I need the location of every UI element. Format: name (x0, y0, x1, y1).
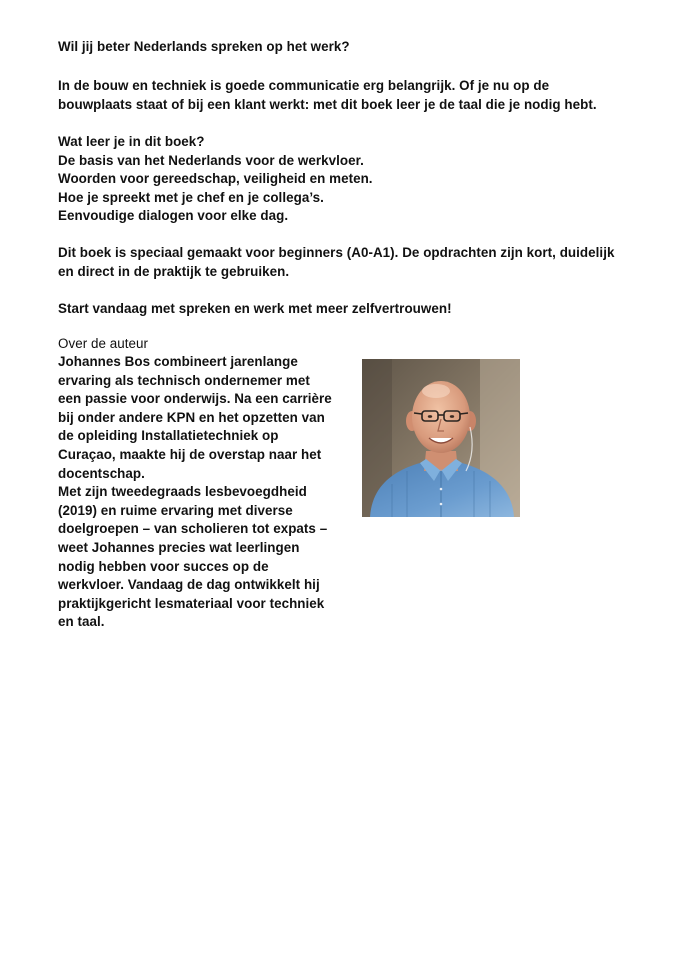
audience-line: en direct in de praktijk te gebruiken. (58, 263, 290, 279)
author-section-title (58, 335, 148, 354)
author-title: Over de auteur (58, 336, 149, 351)
bio-line: een passie voor onderwijs. Na een carrière (58, 391, 332, 407)
bio-line: de opleiding Installatietechniek op (58, 428, 279, 444)
bio-line: Curaçao, maakte hij de overstap naar het (58, 446, 322, 462)
cta-line: Start vandaag met spreken en werk met meer zelfvertrouwen! (58, 301, 452, 316)
bio-line: Met zijn tweedegraads lesbevoegdheid (58, 484, 307, 500)
bio-line: Johannes Bos combineert jarenlange (58, 354, 298, 369)
audience-line: Dit boek is speciaal gemaakt voor beginners (A0-A1). De opdrachten zijn kort, duidelijk (58, 245, 615, 260)
bio-line: en taal. (58, 614, 105, 630)
headline-question (58, 38, 350, 57)
bio-line: werkvloer. Vandaag de dag ontwikkelt hij (58, 577, 320, 593)
bio-line: (2019) en ruime ervaring met diverse (58, 502, 293, 518)
intro-line: In de bouw en techniek is goede communicatie erg belangrijk. Of je nu op de (58, 78, 550, 93)
call-to-action (58, 300, 452, 319)
bio-line: nodig hebben voor succes op de (58, 558, 269, 574)
learn-item: Woorden voor gereedschap, veiligheid en meten. (58, 171, 373, 187)
learn-item: De basis van het Nederlands voor de werkvloer. (58, 152, 364, 168)
author-bio (58, 353, 348, 632)
author-portrait-illustration (362, 359, 520, 517)
learn-heading: Wat leer je in dit boek? (58, 134, 205, 149)
bio-line: praktijkgericht lesmateriaal voor techniek (58, 595, 325, 611)
bio-line: ervaring als technisch ondernemer met (58, 372, 310, 388)
intro-paragraph (58, 77, 618, 114)
question-line: Wil jij beter Nederlands spreken op het werk? (58, 39, 350, 54)
learn-item: Hoe je spreekt met je chef en je collega’s. (58, 189, 324, 205)
bio-line: doelgroepen – van scholieren tot expats – (58, 521, 328, 537)
author-photo (362, 359, 520, 517)
audience-paragraph (58, 244, 618, 281)
bio-line: bij onder andere KPN en het opzetten van (58, 409, 325, 425)
intro-line: bouwplaats staat of bij een klant werkt: met dit boek leer je de taal die je nodig hebt. (58, 96, 597, 112)
bio-line: docentschap. (58, 465, 145, 481)
learn-section (58, 133, 373, 226)
learn-item: Eenvoudige dialogen voor elke dag. (58, 208, 289, 224)
bio-line: weet Johannes precies wat leerlingen (58, 539, 300, 555)
